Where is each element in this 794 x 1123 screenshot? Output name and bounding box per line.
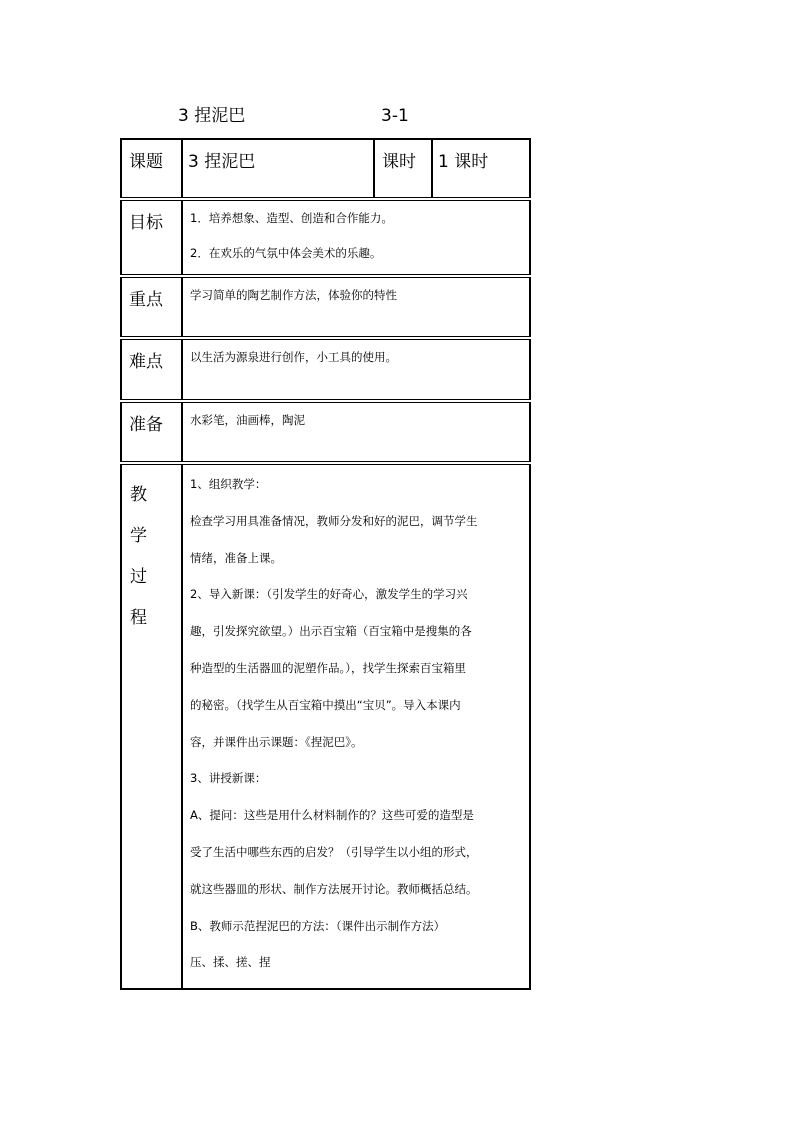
process-line: A、提问：这些是用什么材料制作的？这些可爱的造型是 xyxy=(190,808,474,823)
process-line: 容，并课件出示课题：《捏泥巴》。 xyxy=(190,734,363,749)
process-line: 就这些器皿的形状、制作方法展开讨论。教师概括总结。 xyxy=(190,881,478,896)
process-line: 1、组织教学： xyxy=(190,477,267,491)
table-row-goal xyxy=(121,199,530,276)
key-label-cell xyxy=(121,276,182,338)
difficulty-label-cell xyxy=(121,338,182,401)
process-line: 的秘密。（找学生从百宝箱中摸出“宝贝”。导入本课内 xyxy=(190,697,461,712)
process-label-char: 程 xyxy=(130,608,147,628)
hours-value-cell xyxy=(432,139,530,199)
document-header xyxy=(0,104,794,132)
course-label-cell xyxy=(121,139,182,199)
lesson-code: 3-1 xyxy=(381,106,409,126)
course-value: 3 捏泥巴 xyxy=(188,152,256,172)
process-line: 3、讲授新课： xyxy=(190,771,267,786)
table-row-prep xyxy=(121,401,530,463)
process-line: 趣，引发探究欲望。）出示百宝箱（百宝箱中是搜集的各 xyxy=(190,624,472,639)
process-line: 压、揉、搓、捏 xyxy=(190,955,271,970)
process-label xyxy=(122,465,181,639)
process-line: B、教师示范捏泥巴的方法：（课件出示制作方法） xyxy=(190,918,446,933)
prep-value-cell xyxy=(182,401,530,463)
process-label-cell xyxy=(121,463,182,989)
course-value-cell xyxy=(182,139,374,199)
prep-label-cell xyxy=(121,401,182,463)
process-line: 种造型的生活器皿的泥塑作品。），找学生探索百宝箱里 xyxy=(190,660,466,675)
difficulty-label: 难点 xyxy=(129,352,163,372)
process-line: 检查学习用具准备情况，教师分发和好的泥巴，调节学生 xyxy=(190,513,478,528)
goal-label-cell xyxy=(121,199,182,276)
key-label: 重点 xyxy=(129,290,163,310)
table-row-process xyxy=(121,463,530,989)
process-label-char: 学 xyxy=(130,526,147,546)
hours-value: 1 课时 xyxy=(438,152,489,172)
prep-label: 准备 xyxy=(129,415,163,435)
goal-value-cell xyxy=(182,199,530,276)
hours-label: 课时 xyxy=(382,152,416,172)
goal-item: 1．培养想象、造型、创造和合作能力。 xyxy=(190,211,393,225)
table-row-difficulty xyxy=(121,338,530,401)
process-label-char: 教 xyxy=(130,485,147,505)
difficulty-value: 以生活为源泉进行创作，小工具的使用。 xyxy=(190,350,397,364)
table-row-key xyxy=(121,276,530,338)
hours-label-cell xyxy=(374,139,432,199)
prep-value: 水彩笔，油画棒，陶泥 xyxy=(190,413,305,427)
process-label-char: 过 xyxy=(130,567,147,587)
process-line: 情绪，准备上课。 xyxy=(190,550,282,565)
table-row-course xyxy=(121,139,530,199)
process-content xyxy=(183,465,529,977)
key-value: 学习简单的陶艺制作方法，体验你的特性 xyxy=(190,288,397,302)
lesson-title: 3 捏泥巴 xyxy=(178,106,246,126)
difficulty-value-cell xyxy=(182,338,530,401)
course-label: 课题 xyxy=(129,152,163,172)
process-line: 2、导入新课：（引发学生的好奇心，激发学生的学习兴 xyxy=(190,587,468,602)
process-line: 受了生活中哪些东西的启发？（引导学生以小组的形式， xyxy=(190,844,478,859)
key-value-cell xyxy=(182,276,530,338)
goal-label: 目标 xyxy=(129,213,163,233)
goal-item: 2．在欢乐的气氛中体会美术的乐趣。 xyxy=(190,246,382,260)
process-value-cell xyxy=(182,463,530,989)
lesson-plan-table xyxy=(120,138,531,990)
